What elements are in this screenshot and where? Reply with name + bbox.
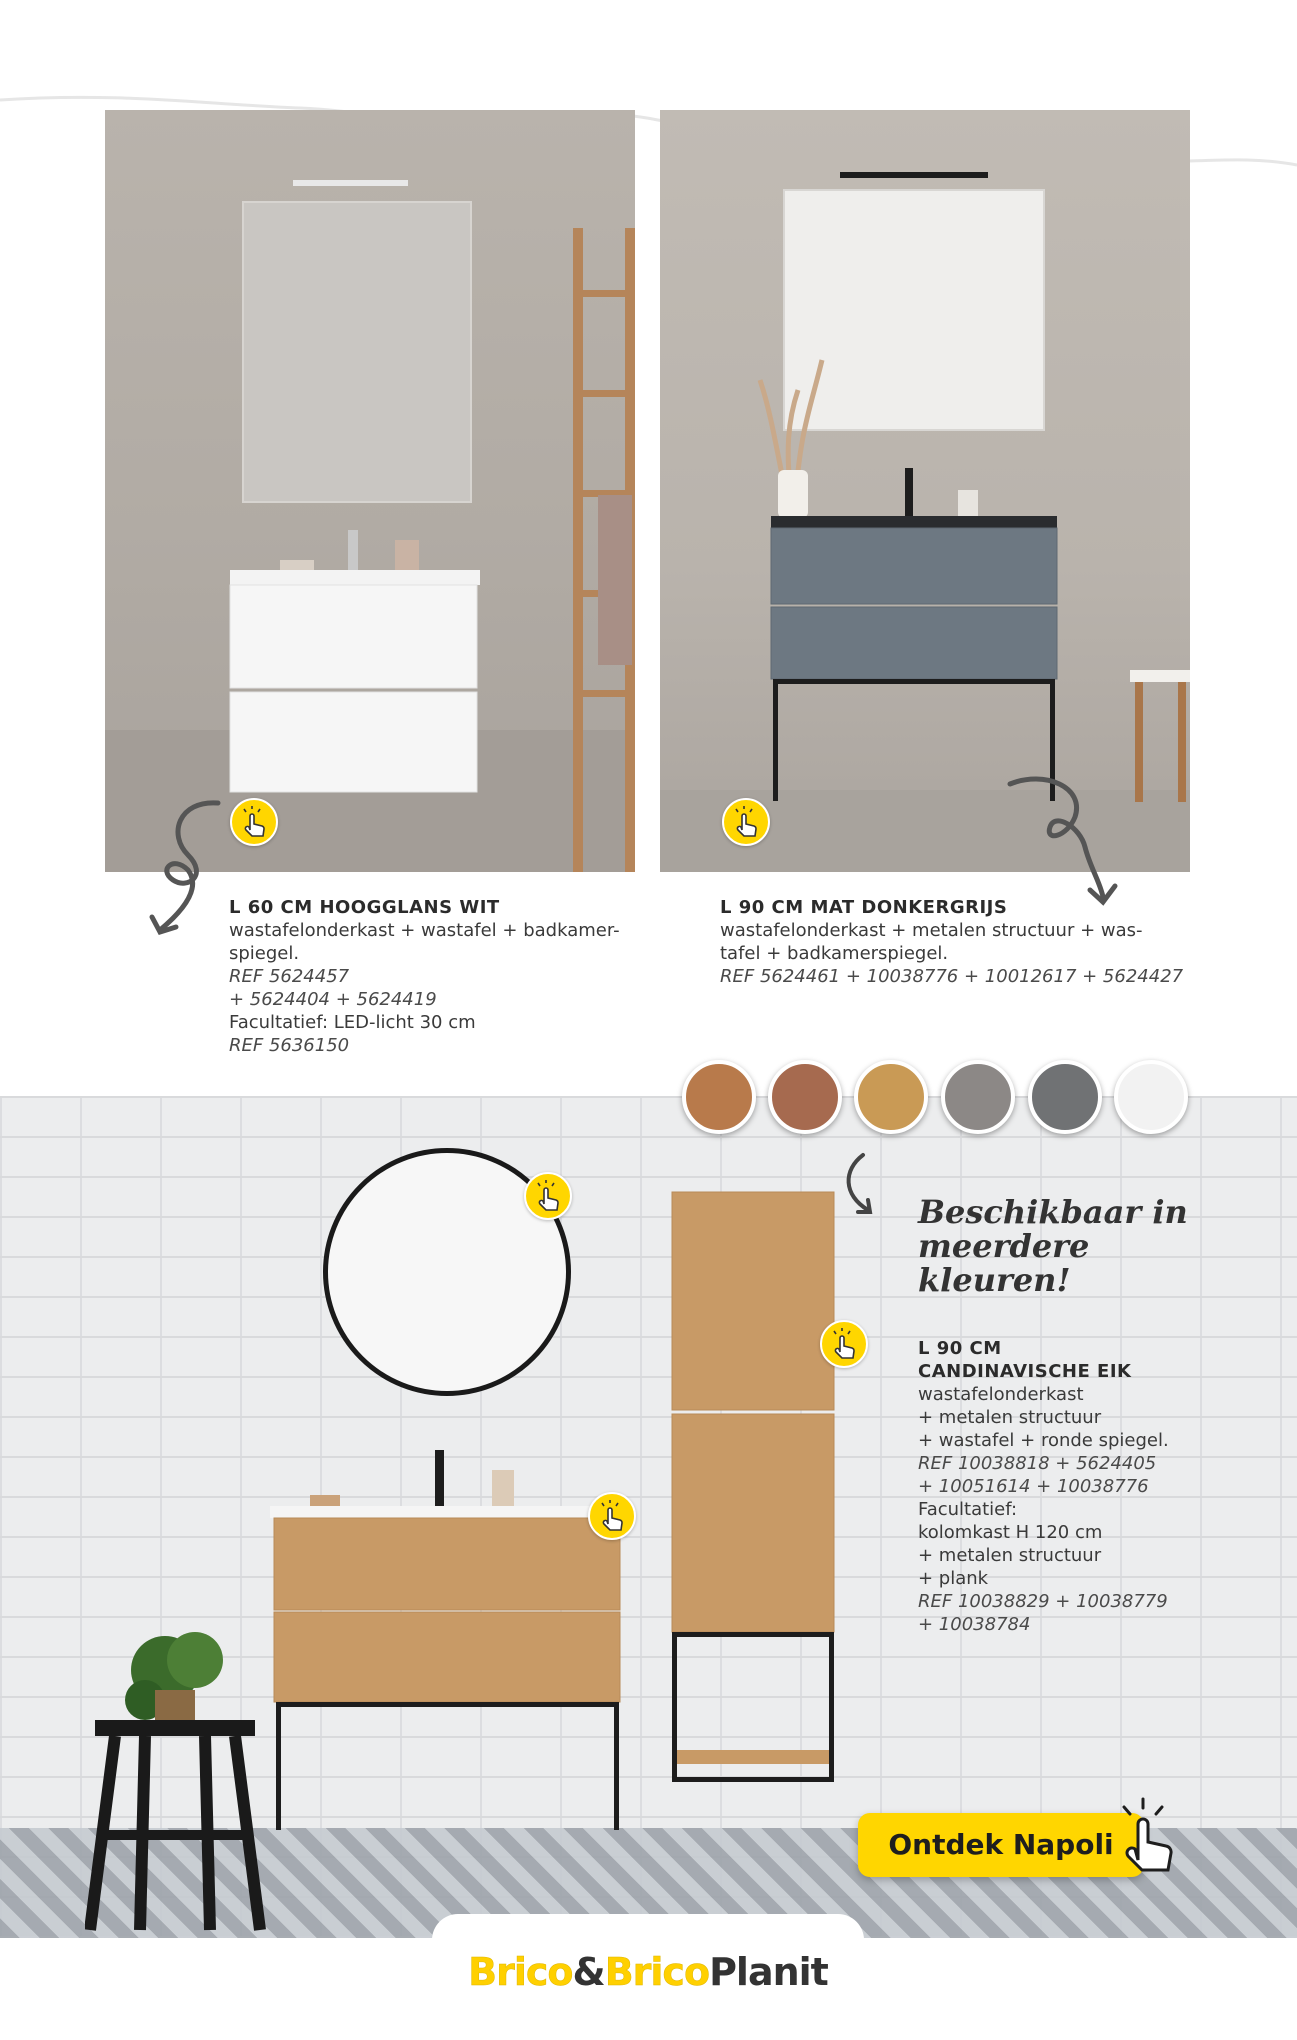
product-optional: Facultatief:	[918, 1499, 1018, 1520]
product-desc-line: wastafelonderkast + metalen structuur + was-	[720, 920, 1143, 941]
product-desc-line: tafel + badkamerspiegel.	[720, 943, 949, 964]
product-photo-darkgrey-vanity	[660, 110, 1190, 872]
darkgrey-vanity-scene	[660, 110, 1190, 872]
pointing-hand-icon[interactable]	[722, 798, 770, 846]
product-photo-white-vanity	[105, 110, 635, 872]
product-ref: REF 5624461 + 10038776 + 10012617 + 5624427	[720, 966, 1184, 987]
product-ref: REF 5624457	[229, 966, 350, 987]
product-caption-white	[229, 896, 649, 1057]
color-swatch[interactable]	[1114, 1060, 1188, 1134]
product-ref: + 5624404 + 5624419	[229, 989, 437, 1010]
product-title: CANDINAVISCHE EIK	[918, 1361, 1132, 1382]
logo-part: &	[572, 1950, 605, 1994]
pointing-hand-icon[interactable]	[820, 1320, 868, 1368]
product-ref: REF 10038829 + 10038779	[918, 1591, 1168, 1612]
product-title: L 90 CM MAT DONKERGRIJS	[720, 897, 1008, 918]
black-stool-with-plant	[85, 1630, 285, 1940]
product-ref: + 10051614 + 10038776	[918, 1476, 1149, 1497]
color-swatch[interactable]	[1028, 1060, 1102, 1134]
oak-column-cabinet	[668, 1188, 838, 1788]
logo-part: Planit	[709, 1950, 828, 1994]
product-title: L 60 CM HOOGGLANS WIT	[229, 897, 500, 918]
product-title: L 90 CM	[918, 1338, 1002, 1359]
curly-arrow-icon	[148, 795, 228, 945]
product-desc-line: + wastafel + ronde spiegel.	[918, 1430, 1169, 1451]
pointing-hand-icon[interactable]	[588, 1492, 636, 1540]
product-ref: + 10038784	[918, 1614, 1031, 1635]
product-desc-line: kolomkast H 120 cm	[918, 1522, 1103, 1543]
oak-vanity	[270, 1440, 630, 1840]
product-ref: REF 10038818 + 5624405	[918, 1453, 1157, 1474]
white-vanity-scene	[105, 110, 635, 872]
brico-planit-logo	[432, 1950, 864, 1994]
color-swatch[interactable]	[682, 1060, 756, 1134]
product-desc-line: + metalen structuur	[918, 1407, 1102, 1428]
product-desc-line: + plank	[918, 1568, 989, 1589]
pointing-hand-icon[interactable]	[230, 798, 278, 846]
product-desc-line: + metalen structuur	[918, 1545, 1102, 1566]
color-swatch[interactable]	[941, 1060, 1015, 1134]
product-optional: Facultatief: LED-licht 30 cm	[229, 1012, 476, 1033]
pointing-hand-icon[interactable]	[524, 1172, 572, 1220]
product-desc-line: wastafelonderkast + wastafel + badkamer-	[229, 920, 620, 941]
product-ref: REF 5636150	[229, 1035, 350, 1056]
logo-part: Brico	[468, 1950, 573, 1994]
curly-arrow-icon	[1005, 772, 1125, 912]
product-caption-darkgrey	[720, 896, 1200, 988]
color-swatch[interactable]	[854, 1060, 928, 1134]
product-desc-line: spiegel.	[229, 943, 300, 964]
pointing-hand-icon	[1100, 1790, 1192, 1882]
cta-label: Ontdek Napoli	[888, 1828, 1114, 1861]
product-desc-line: wastafelonderkast	[918, 1384, 1084, 1405]
footer-logo-box	[432, 1914, 864, 2040]
curly-arrow-icon	[838, 1150, 888, 1230]
colors-available-note: Beschikbaar in meerdere kleuren!	[918, 1193, 1188, 1299]
product-caption-oak	[918, 1337, 1258, 1636]
color-swatch[interactable]	[768, 1060, 842, 1134]
logo-part: Brico	[604, 1950, 710, 1994]
